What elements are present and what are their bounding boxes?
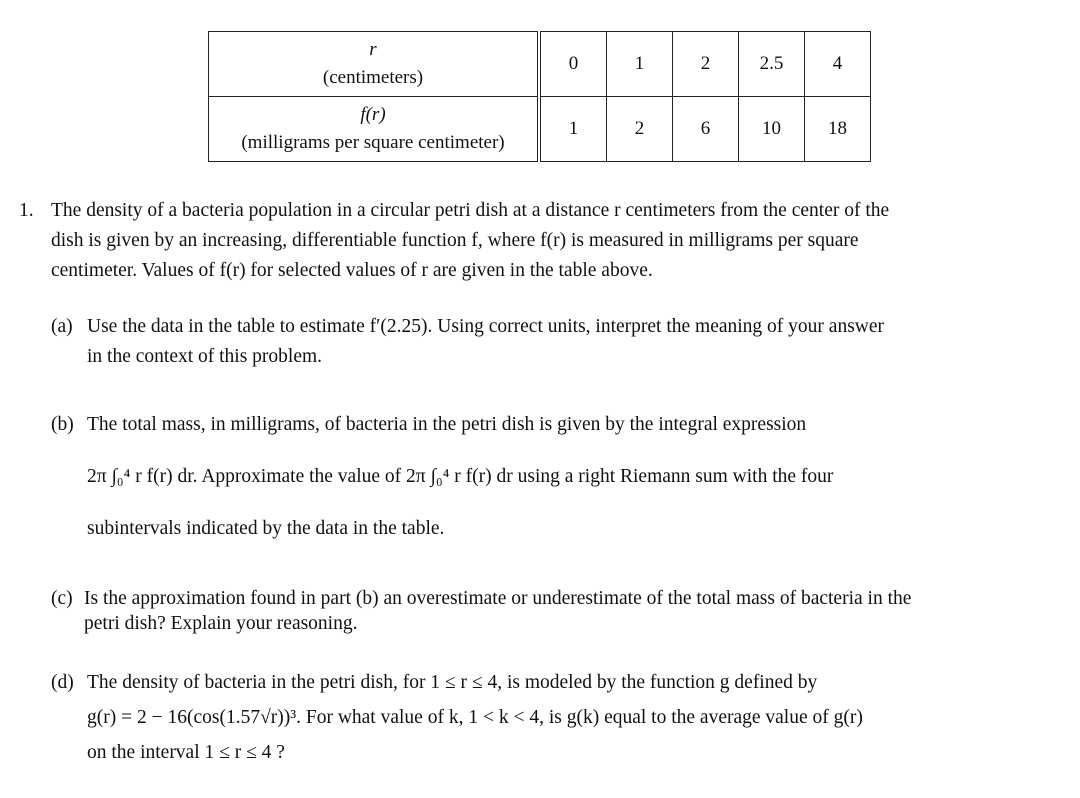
table-row-fr xyxy=(209,97,871,162)
table-cell: 1 xyxy=(539,97,607,162)
part-a-label: (a) xyxy=(51,316,73,337)
row-header-r xyxy=(209,32,540,97)
part-b-label: (b) xyxy=(51,414,74,435)
row-unit-r: (centimeters) xyxy=(322,67,424,88)
part-d-line-3: on the interval 1 ≤ r ≤ 4 ? xyxy=(87,742,285,763)
data-table xyxy=(208,31,871,162)
table-cell: 18 xyxy=(805,97,871,162)
intro-line-2: dish is given by an increasing, differentiable function f, where f(r) is measured in milligrams per square xyxy=(51,230,859,251)
part-c-line-2: petri dish? Explain your reasoning. xyxy=(84,613,358,634)
row-var-fr: f(r) xyxy=(360,104,386,125)
problem-number: 1. xyxy=(19,200,34,221)
row-unit-fr: (milligrams per square centimeter) xyxy=(241,132,505,153)
table-cell: 0 xyxy=(539,32,607,97)
intro-line-3: centimeter. Values of f(r) for selected values of r are given in the table above. xyxy=(51,260,653,281)
row-header-fr xyxy=(209,97,540,162)
table-cell: 1 xyxy=(607,32,673,97)
table-cell: 4 xyxy=(805,32,871,97)
part-a-line-2: in the context of this problem. xyxy=(87,346,323,367)
part-b-line-1: The total mass, in milligrams, of bacteria in the petri dish is given by the integral expression xyxy=(87,414,807,435)
table-cell: 6 xyxy=(673,97,739,162)
part-d-line-1: The density of bacteria in the petri dish, for 1 ≤ r ≤ 4, is modeled by the function g defined by xyxy=(87,672,818,693)
part-c-label: (c) xyxy=(51,588,73,609)
table-cell: 2 xyxy=(673,32,739,97)
part-d-line-2: g(r) = 2 − 16(cos(1.57√r))³. For what value of k, 1 < k < 4, is g(k) equal to the average value of g(r) xyxy=(87,707,863,728)
part-b-line-3: subintervals indicated by the data in the table. xyxy=(87,518,445,539)
part-c-line-1: Is the approximation found in part (b) an overestimate or underestimate of the total mass of bacteria in the xyxy=(84,588,912,609)
table-cell: 2.5 xyxy=(739,32,805,97)
part-a-line-1: Use the data in the table to estimate f′(2.25). Using correct units, interpret the meaning of your answer xyxy=(87,316,885,337)
table-row-r xyxy=(209,32,871,97)
intro-line-1: The density of a bacteria population in a circular petri dish at a distance r centimeters from the center of the xyxy=(51,200,890,221)
part-d-label: (d) xyxy=(51,672,74,693)
table-cell: 10 xyxy=(739,97,805,162)
row-var-r: r xyxy=(369,39,377,60)
part-b-line-2: 2π ∫₀⁴ r f(r) dr. Approximate the value of 2π ∫₀⁴ r f(r) dr using a right Riemann sum with the four xyxy=(87,466,834,487)
table-cell: 2 xyxy=(607,97,673,162)
